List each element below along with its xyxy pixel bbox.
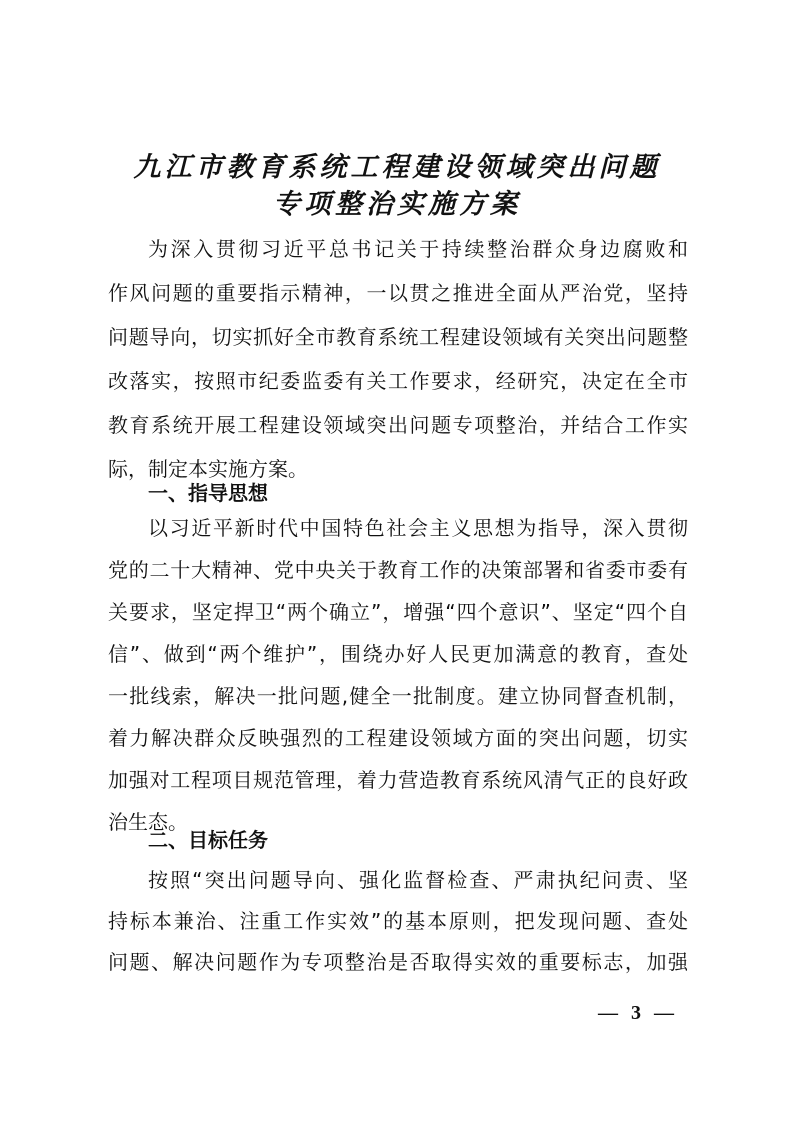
text-line: 教育系统开展工程建设领域突出问题专项整治，并结合工作实: [108, 413, 688, 437]
text-line: 一批线索，解决一批问题,健全一批制度。建立协同督查机制，: [108, 684, 688, 708]
section-heading-goals-tasks: 二、目标任务: [148, 828, 268, 852]
text-line: 问题、解决问题作为专项整治是否取得实效的重要标志，加强: [108, 950, 688, 974]
text-line: 持标本兼治、注重工作实效”的基本原则，把发现问题、查处: [108, 909, 688, 933]
text-line: 际，制定本实施方案。: [108, 457, 308, 481]
text-line: 信”、做到“两个维护”，围绕办好人民更加满意的教育，查处: [108, 642, 688, 666]
page-number: — 3 —: [598, 1002, 678, 1024]
text-line: 党的二十大精神、党中央关于教育工作的决策部署和省委市委有: [108, 558, 688, 582]
document-title-line-1: 九江市教育系统工程建设领域突出问题: [133, 152, 661, 183]
text-line: 作风问题的重要指示精神，一以贯之推进全面从严治党，坚持: [108, 281, 688, 305]
text-line: 关要求，坚定捍卫“两个确立”，增强“四个意识”、坚定“四个自: [108, 600, 688, 624]
text-line: 改落实，按照市纪委监委有关工作要求，经研究，决定在全市: [108, 369, 688, 393]
text-line: 为深入贯彻习近平总书记关于持续整治群众身边腐败和: [148, 237, 688, 261]
text-line: 以习近平新时代中国特色社会主义思想为指导，深入贯彻: [148, 516, 688, 540]
document-title-line-2: 专项整治实施方案: [273, 189, 521, 220]
text-line: 按照“突出问题导向、强化监督检查、严肃执纪问责、坚: [148, 868, 688, 892]
text-line: 加强对工程项目规范管理，着力营造教育系统风清气正的良好政: [108, 768, 688, 792]
text-line: 治生态。: [108, 810, 188, 834]
section-heading-guiding-ideology: 一、指导思想: [148, 481, 268, 505]
text-line: 着力解决群众反映强烈的工程建设领域方面的突出问题，切实: [108, 726, 688, 750]
text-line: 问题导向，切实抓好全市教育系统工程建设领域有关突出问题整: [108, 325, 688, 349]
